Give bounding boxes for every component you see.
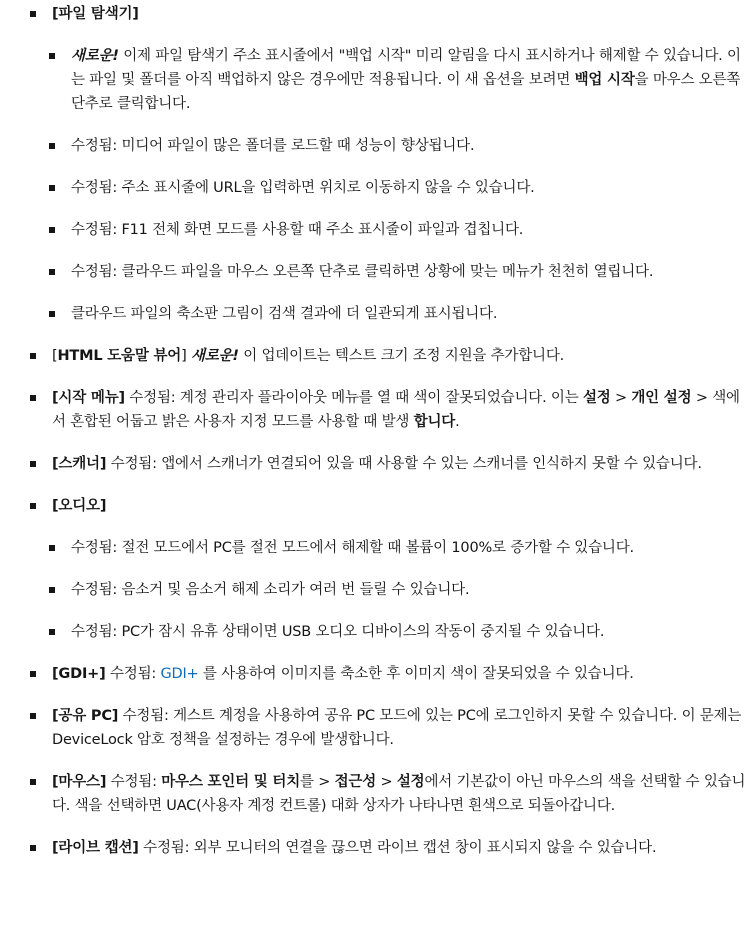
settings-term: 설정 bbox=[582, 390, 611, 406]
list-item-scanner: [스캐너] 수정됨: 앱에서 스캐너가 연결되어 있을 때 사용할 수 있는 스캐너를 인식하지 못할 수 있습니다. bbox=[0, 452, 750, 476]
section-heading-live-captions: [라이브 캡션] bbox=[52, 840, 139, 856]
section-heading-html-help: HTML 도움말 뷰어 bbox=[57, 348, 182, 364]
backup-start-term: 백업 시작 bbox=[574, 72, 635, 88]
list-item-gdi: [GDI+] 수정됨: GDI+ 를 사용하여 이미지를 축소한 후 이미지 색이 잘못되었을 수 있습니다. bbox=[0, 662, 750, 686]
section-heading-mouse: [마우스] bbox=[52, 774, 107, 790]
list-item: 수정됨: 절전 모드에서 PC를 절전 모드에서 해제할 때 볼륨이 100%로 증가할 수 있습니다. bbox=[0, 536, 750, 560]
new-badge: 새로운! bbox=[71, 48, 119, 64]
list-item-file-explorer bbox=[0, 2, 750, 326]
list-item: 수정됨: F11 전체 화면 모드를 사용할 때 주소 표시줄이 파일과 겹칩니다. bbox=[0, 218, 750, 242]
section-heading-start-menu: [시작 메뉴] bbox=[52, 390, 125, 406]
file-explorer-sublist bbox=[52, 44, 750, 326]
list-item: 수정됨: 음소거 및 음소거 해제 소리가 여러 번 들릴 수 있습니다. bbox=[0, 578, 750, 602]
new-badge: 새로운! bbox=[190, 348, 239, 364]
personalization-term: 개인 설정 bbox=[631, 390, 692, 406]
list-item: 클라우드 파일의 축소판 그림이 검색 결과에 더 일관되게 표시됩니다. bbox=[0, 302, 750, 326]
section-heading-file-explorer: [파일 탐색기] bbox=[52, 6, 139, 22]
section-heading-audio: [오디오] bbox=[52, 498, 107, 514]
list-item-shared-pc: [공유 PC] 수정됨: 게스트 계정을 사용하여 공유 PC 모드에 있는 PC에 로그인하지 못할 수 있습니다. 이 문제는 DeviceLock 암호 정책을 설정하는 경우에 발생합니다. bbox=[0, 704, 750, 752]
audio-sublist bbox=[52, 536, 750, 644]
list-item-start-menu: [시작 메뉴] 수정됨: 계정 관리자 플라이아웃 메뉴를 열 때 색이 잘못되었습니다. 이는 설정 > 개인 설정 > 색에서 혼합된 어둡고 밝은 사용자 지정 모드를 사용할 때 발생 합니다. bbox=[0, 386, 750, 434]
list-item: 수정됨: PC가 잠시 유휴 상태이면 USB 오디오 디바이스의 작동이 중지될 수 있습니다. bbox=[0, 620, 750, 644]
gdi-link[interactable]: GDI+ bbox=[160, 666, 199, 682]
settings-term: 설정 bbox=[396, 774, 425, 790]
list-item-html-help: [HTML 도움말 뷰어] 새로운! 이 업데이트는 텍스트 크기 조정 지원을 추가합니다. bbox=[0, 344, 750, 368]
list-item: 수정됨: 클라우드 파일을 마우스 오른쪽 단추로 클릭하면 상황에 맞는 메뉴가 천천히 열립니다. bbox=[0, 260, 750, 284]
accessibility-term: 접근성 bbox=[334, 774, 377, 790]
section-heading-shared-pc: [공유 PC] bbox=[52, 708, 119, 724]
list-item-live-captions: [라이브 캡션] 수정됨: 외부 모니터의 연결을 끊으면 라이브 캡션 창이 표시되지 않을 수 있습니다. bbox=[0, 836, 750, 860]
list-item: 새로운! 이제 파일 탐색기 주소 표시줄에서 "백업 시작" 미리 알림을 다시 표시하거나 해제할 수 있습니다. 이는 파일 및 폴더를 아직 백업하지 않은 경우에만 적용됩니다. 이 새 옵션을 보려면 백업 시작을 마우스 오른쪽 단추로 클릭합니다. bbox=[0, 44, 750, 116]
section-heading-gdi: [GDI+] bbox=[52, 666, 106, 682]
list-item-audio bbox=[0, 494, 750, 644]
release-notes-list bbox=[0, 2, 750, 878]
list-item: 수정됨: 미디어 파일이 많은 폴더를 로드할 때 성능이 향상됩니다. bbox=[0, 134, 750, 158]
list-item-mouse: [마우스] 수정됨: 마우스 포인터 및 터치를 > 접근성 > 설정에서 기본값이 아닌 마우스의 색을 선택할 수 있습니다. 색을 선택하면 UAC(사용자 계정 컨트롤) 대화 상자가 나타나면 흰색으로 되돌아갑니다. bbox=[0, 770, 750, 818]
section-heading-scanner: [스캐너] bbox=[52, 456, 107, 472]
mouse-pointer-touch-term: 마우스 포인터 및 터치 bbox=[161, 774, 301, 790]
list-item: 수정됨: 주소 표시줄에 URL을 입력하면 위치로 이동하지 않을 수 있습니다. bbox=[0, 176, 750, 200]
